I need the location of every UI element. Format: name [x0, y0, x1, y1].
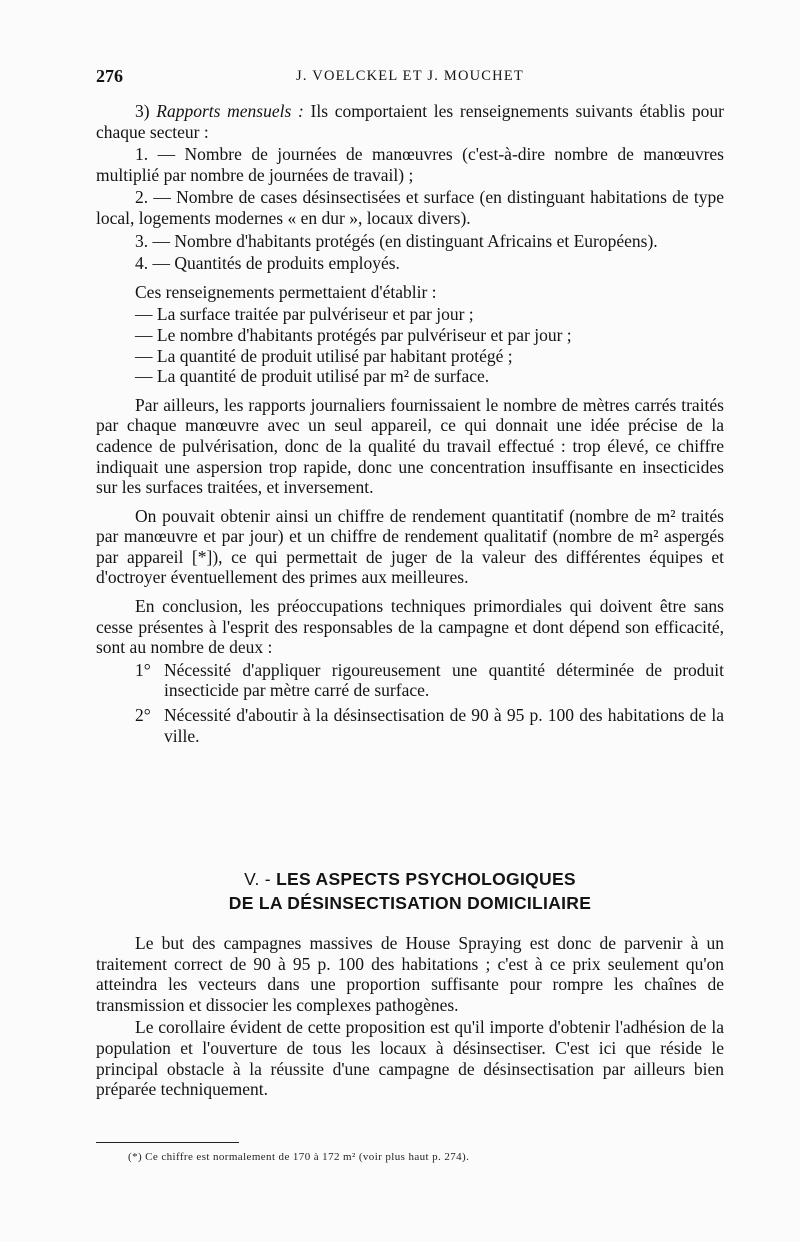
dash-item: — La quantité de produit utilisé par habitant protégé ;	[135, 345, 513, 366]
section-title-part-1: LES ASPECTS PSYCHOLOGIQUES	[276, 869, 576, 889]
footnote: (*) Ce chiffre est normalement de 170 à 172 m² (voir plus haut p. 274).	[128, 1151, 470, 1163]
rapport-item: 4. — Quantités de produits employés.	[135, 253, 400, 274]
section-v-text	[96, 933, 724, 1102]
paragraph-rendement: On pouvait obtenir ainsi un chiffre de rendement quantitatif (nombre de m² traités par manœuvre et par jour) et un chiffre de rendement qualitatif (nombre de m² aspergés par appareil [*]), ce qui permettait de juger de la valeur des différentes équipes et d'octroyer éventuellement des primes aux meilleures.	[96, 505, 724, 588]
section-heading	[96, 867, 724, 915]
conclusion-item	[96, 660, 724, 701]
paragraph-corollaire: Le corollaire évident de cette proposition est qu'il importe d'obtenir l'adhésion de la population et l'ouverture de tous les locaux à désinsectiser. C'est ici que réside le principal obstacle à la réussite d'une campagne de désinsectisation par ailleurs bien préparée techniquement.	[96, 1017, 724, 1100]
section-number: V. -	[244, 869, 277, 889]
dash-item: — La surface traitée par pulvériseur et par jour ;	[135, 304, 474, 325]
main-text	[96, 101, 724, 746]
rapport-item: 1. — Nombre de journées de manœuvres (c'est-à-dire nombre de manœuvres multiplié par nombre de journées de travail) ;	[96, 144, 724, 185]
dash-item: — La quantité de produit utilisé par m² de surface.	[135, 366, 490, 387]
rapports-label: 3)	[135, 101, 157, 121]
section-heading-line-1	[96, 867, 724, 891]
section-title-part-2: DE LA DÉSINSECTISATION DOMICILIAIRE	[228, 893, 592, 913]
running-head	[96, 66, 724, 90]
rapports-italic-title: Rapports mensuels :	[156, 101, 304, 121]
conclusion-text: Nécessité d'appliquer rigoureusement une quantité déterminée de produit insecticide par mètre carré de surface.	[164, 659, 724, 701]
rapports-intro-rest: Ils comportaient les renseignements suivants établis pour chaque secteur :	[96, 101, 724, 142]
conclusion-item	[96, 705, 724, 746]
dash-item: — Le nombre d'habitants protégés par pulvériseur et par jour ;	[135, 324, 572, 345]
page-number: 276	[96, 66, 123, 86]
rapport-item: 2. — Nombre de cases désinsectisées et surface (en distinguant habitations de type local, logements modernes « en dur », locaux divers).	[96, 187, 724, 228]
footnote-rule	[96, 1142, 239, 1143]
rapports-intro	[96, 101, 724, 142]
paragraph-conclusion: En conclusion, les préoccupations techniques primordiales qui doivent être sans cesse présentes à l'esprit des responsables de la campagne et dont dépend son efficacité, sont au nombre de deux :	[96, 596, 724, 658]
rapport-item: 3. — Nombre d'habitants protégés (en distinguant Africains et Européens).	[135, 230, 658, 251]
conclusion-marker: 2°	[135, 705, 151, 726]
conclusion-marker: 1°	[135, 659, 151, 680]
conclusion-text: Nécessité d'aboutir à la désinsectisation de 90 à 95 p. 100 des habitations de la ville.	[164, 705, 724, 746]
running-head-authors: J. VOELCKEL ET J. MOUCHET	[296, 68, 524, 84]
paragraph-daily-reports: Par ailleurs, les rapports journaliers fournissaient le nombre de mètres carrés traités par chaque manœuvre avec un seul appareil, ce qui donnait une idée précise de la cadence de pulvérisation, donc de la qualité du travail effectué : trop élevé, ce chiffre indiquait une aspersion trop rapide, donc une concentration insuffisante en insecticides sur les surfaces traitées, et inversement.	[96, 394, 724, 498]
paragraph-house-spraying: Le but des campagnes massives de House Spraying est donc de parvenir à un traitement correct de 90 à 95 p. 100 des habitations ; c'est à ce prix seulement qu'on atteindra les vecteurs dans une proportion suffisante pour rompre les chaînes de transmission et dissocier les complexes pathogènes.	[96, 933, 724, 1015]
establish-intro: Ces renseignements permettaient d'établir :	[135, 281, 437, 302]
